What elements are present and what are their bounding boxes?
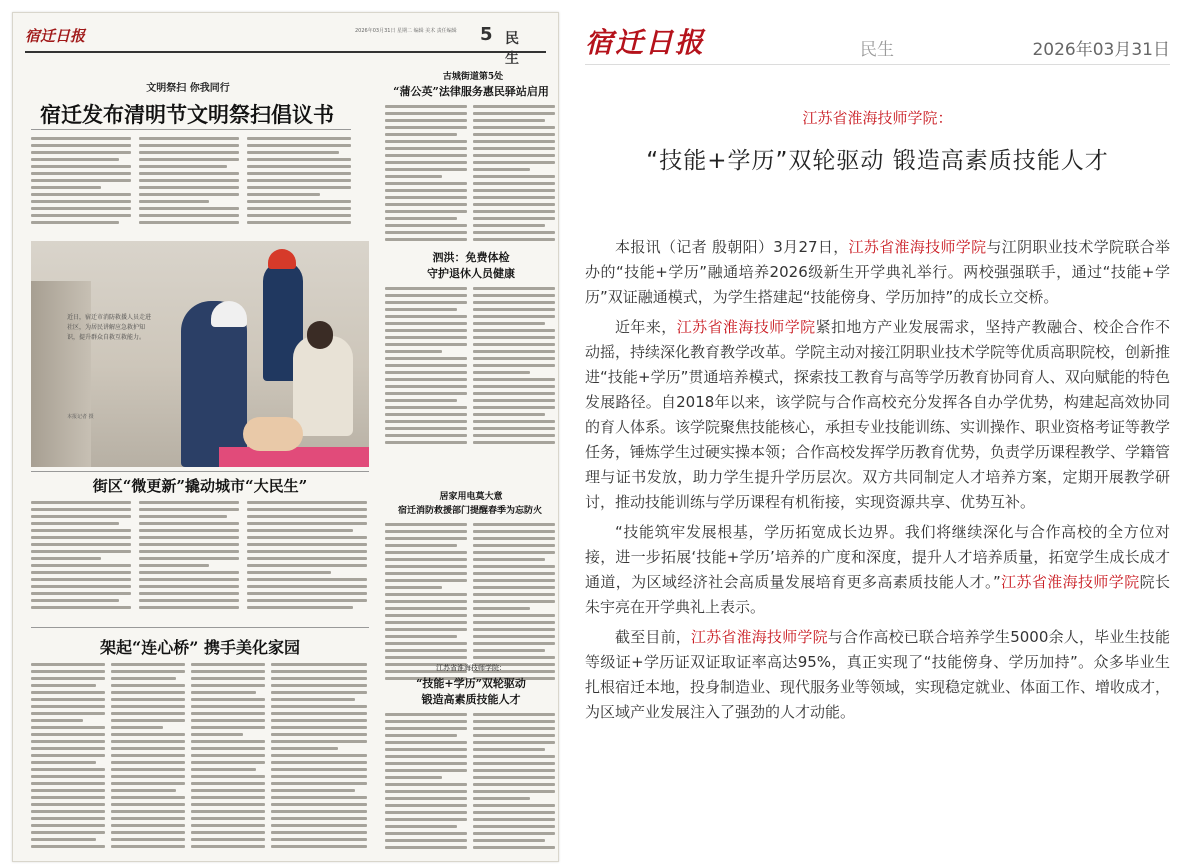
bottom-text-col-3 xyxy=(191,663,265,852)
mid-right-text-1 xyxy=(385,523,467,684)
header-divider xyxy=(585,64,1170,65)
mid-article-title[interactable]: 街区“微更新”撬动城市“大民生” xyxy=(92,477,308,495)
bottom-right-title-2[interactable]: 锻造高素质技能人才 xyxy=(421,693,521,706)
news-photo[interactable] xyxy=(31,241,369,467)
article-paragraph xyxy=(585,625,1170,725)
photo-cpr-dummy xyxy=(243,417,303,451)
newspaper-section-name: 民 生 xyxy=(505,31,522,67)
right-col-title-2b[interactable]: 守护退休人员健康 xyxy=(427,267,515,280)
lead-article-title[interactable]: 宿迁发布清明节文明祭扫倡议书 xyxy=(40,102,334,127)
highlighted-keyword[interactable]: 江苏省淮海技师学院 xyxy=(848,238,987,256)
right-col-text-2 xyxy=(473,105,555,245)
newspaper-page-number: 5 xyxy=(480,24,493,45)
bottom-right-text-1 xyxy=(385,713,467,853)
divider xyxy=(31,627,369,628)
right-col-text-1 xyxy=(385,105,467,245)
article-subtitle: 江苏省淮海技师学院： xyxy=(802,109,953,127)
mid-right-text-2 xyxy=(473,523,555,684)
paragraph-text: 截至目前， xyxy=(615,628,691,646)
bottom-right-title[interactable]: “技能+学历”双轮驱动 xyxy=(416,677,526,690)
bottom-right-kicker: 江苏省淮海技师学院： xyxy=(436,664,506,672)
photo-training-mat xyxy=(219,447,369,467)
section-label: 民生 xyxy=(860,40,894,60)
divider xyxy=(31,129,351,130)
newspaper-meta: 2026年03月31日 星期二 编辑 美术 责任编辑 xyxy=(355,28,457,34)
lead-text-col-3 xyxy=(247,137,351,228)
paragraph-text: “技能筑牢发展根基，学历拓宽成长边界。我们将继续深化与合作高校的全方位对接，进一步拓展‘技能+学历’培养的广度和深度，提升人才培养质量，拓宽学生成长成才通道，为区域经济社会高质量发展培育更多高素质技能人才。” xyxy=(585,523,1170,591)
site-logo[interactable]: 宿迁日报 xyxy=(585,26,706,59)
article-paragraph xyxy=(585,235,1170,310)
photo-resident xyxy=(293,336,353,436)
photo-stair-shape xyxy=(31,281,91,467)
lead-text-col-2 xyxy=(139,137,239,228)
article-body xyxy=(585,235,1170,730)
newspaper-masthead: 宿迁日报 xyxy=(25,27,86,45)
paragraph-text: 院长朱宇亮在开学典礼上表示。 xyxy=(585,573,1170,616)
divider xyxy=(31,471,369,472)
right-col-text-3 xyxy=(385,287,467,448)
lead-article-kicker: 文明祭扫 你我同行 xyxy=(146,83,230,94)
photo-white-helmet xyxy=(211,301,247,327)
photo-red-helmet xyxy=(268,249,296,269)
highlighted-keyword[interactable]: 江苏省淮海技师学院 xyxy=(1000,573,1140,591)
paragraph-text: 紧扣地方产业发展需求，坚持产教融合、校企合作不动摇，持续深化教育教学改革。学院主动对接江阴职业技术学院等优质高职院校，创新推进“技能+学历”贯通培养模式，探索技工教育与高等学历教育协同育人、双向赋能的特色发展路径。自2018年以来，该学院与合作高校充分发挥各自办学优势，构建起高效协同的育人体系。该学院聚焦技能核心，承担专业技能训练、实训操作、职业资格考证等教学任务，锤炼学生过硬实操本领；合作高校发挥学历教育优势，负责学历课程教学、学籍管理与证书发放，助力学生提升学历层次。双方共同制定人才培养方案，定期开展教学研讨，推动技能训练与学历课程有机衔接，实现资源共享、优势互补。 xyxy=(585,318,1171,511)
paragraph-text: 近年来， xyxy=(615,318,677,336)
paragraph-text: 本报讯（记者 殷朝阳）3月27日， xyxy=(615,238,849,256)
article-paragraph xyxy=(585,520,1170,620)
right-col-kicker: 古城街道第5处 xyxy=(442,72,504,82)
photo-credit: 本报记者 摄 xyxy=(67,414,94,420)
photo-resident-head xyxy=(307,321,333,349)
photo-caption: 近日，宿迁市消防救援人员走进社区，为居民讲解应急救护知识，提升群众自救互救能力。 xyxy=(67,314,152,341)
paragraph-text: 与江阴职业技术学院联合举办的“技能+学历”融通培养2026级新生开学典礼举行。两校强强联手，通过“技能+学历”双证融通模式，为学生搭建起“技能傍身、学历加持”的成长立交桥。 xyxy=(585,238,1170,306)
bottom-text-col-4 xyxy=(271,663,367,852)
mid-text-col-2 xyxy=(139,501,239,613)
mid-right-kicker: 居家用电莫大意 xyxy=(439,492,503,502)
highlighted-keyword[interactable]: 江苏省淮海技师学院 xyxy=(676,318,816,336)
right-col-title-2[interactable]: 泗洪：免费体检 xyxy=(432,251,510,264)
mid-text-col-1 xyxy=(31,501,131,613)
bottom-right-text-2 xyxy=(473,713,555,853)
bottom-text-col-2 xyxy=(111,663,185,852)
newspaper-header xyxy=(25,23,546,67)
article-paragraph xyxy=(585,315,1170,515)
publication-date: 2026年03月31日 xyxy=(1032,40,1170,60)
mid-right-title[interactable]: 宿迁消防救援部门提醒春季为忘防火 xyxy=(397,506,542,516)
lead-text-col-1 xyxy=(31,137,131,228)
right-col-text-4 xyxy=(473,287,555,448)
article-title: “技能+学历”双轮驱动 锻造高素质技能人才 xyxy=(646,148,1109,174)
bottom-article-title[interactable]: 架起“连心桥” 携手美化家园 xyxy=(100,638,300,657)
paragraph-text: 与合作高校已联合培养学生5000余人，毕业生技能等级证+学历证双证取证率高达95%，真正实现了“技能傍身、学历加持”。众多毕业生扎根宿迁本地，投身制造业、现代服务业等领域，实现稳定就业、体面工作、增收成才，为区域产业发展注入了强劲的人才动能。 xyxy=(585,628,1171,721)
bottom-text-col-1 xyxy=(31,663,105,852)
mid-text-col-3 xyxy=(247,501,367,613)
newspaper-page-image[interactable] xyxy=(12,12,559,862)
right-col-title[interactable]: “蒲公英”法律服务惠民驿站启用 xyxy=(393,85,549,98)
highlighted-keyword[interactable]: 江苏省淮海技师学院 xyxy=(691,628,828,646)
